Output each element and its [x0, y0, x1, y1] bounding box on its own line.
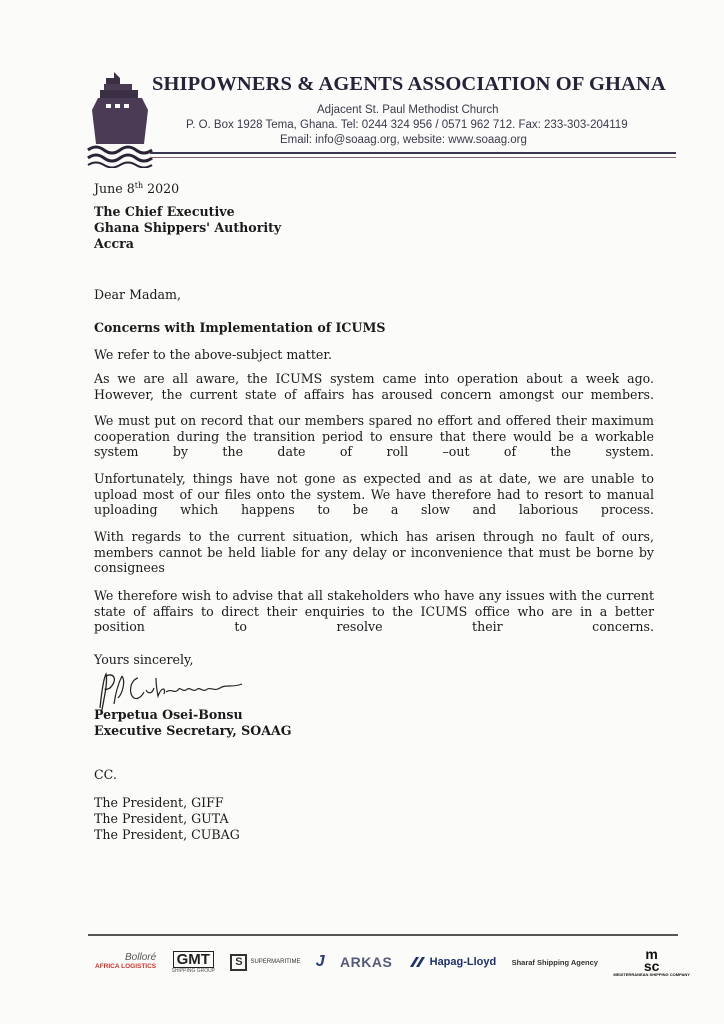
body-paragraph-2: As we are all aware, the ICUMS system came into operation about a week ago. However, the current state of affairs has aroused concern amongst our members.: [94, 371, 654, 402]
arkas-logo: ARKAS: [340, 954, 393, 970]
member-logos-strip: [95, 942, 690, 982]
recipient-line-3: Accra: [94, 236, 134, 251]
cc-item: The President, GIFF: [94, 795, 224, 810]
signatory-title: Executive Secretary, SOAAG: [94, 723, 292, 738]
address-line-3: Email: info@soaag.org, website: www.soaag.org: [280, 134, 527, 146]
gmt-logo: GMT SHIPPING GROUP: [171, 950, 216, 974]
hapag-lloyd-logo: Hapag-Lloyd: [408, 956, 497, 968]
header-divider: [150, 152, 676, 154]
body-paragraph-3: We must put on record that our members spared no effort and offered their maximum cooperation during the transition period to ensure that there would be a workable system by the date of roll –out of the system.: [94, 413, 654, 459]
signatory-name: Perpetua Osei-Bonsu: [94, 707, 243, 722]
body-paragraph-4: Unfortunately, things have not gone as expected and as at date, we are unable to upload most of our files onto the system. We have therefore had to resort to manual uploading which happens to be a slow and laborious process.: [94, 471, 654, 517]
salutation: Dear Madam,: [94, 287, 182, 302]
footer-divider: [88, 934, 678, 936]
closing: Yours sincerely,: [94, 652, 194, 667]
org-name: SHIPOWNERS & AGENTS ASSOCIATION OF GHANA: [152, 73, 666, 95]
subject-line: Concerns with Implementation of ICUMS: [94, 320, 386, 335]
recipient-line-1: The Chief Executive: [94, 204, 235, 219]
sharaf-logo: Sharaf Shipping Agency: [511, 957, 598, 967]
header-divider-thin: [150, 157, 676, 158]
recipient-line-2: Ghana Shippers' Authority: [94, 220, 282, 235]
body-paragraph-5: With regards to the current situation, which has arisen through no fault of ours, members cannot be held liable for any delay or inconvenience that must be borne by consignees: [94, 529, 654, 575]
js-logo: J: [315, 953, 325, 970]
msc-logo: m sc MEDITERRANEAN SHIPPING COMPANY: [613, 945, 690, 977]
supermaritime-logo: S SUPERMARITIME: [230, 954, 300, 971]
hapag-lloyd-icon: [408, 956, 426, 968]
letter-date: June 8th 2020: [94, 181, 180, 197]
body-paragraph-6: We therefore wish to advise that all stakeholders who have any issues with the current state of affairs to direct their enquiries to the ICUMS office who are in a better position to resolve their concerns.: [94, 588, 654, 634]
address-line-1: Adjacent St. Paul Methodist Church: [317, 104, 499, 116]
cc-item: The President, GUTA: [94, 811, 229, 826]
address-line-2: P. O. Box 1928 Tema, Ghana. Tel: 0244 324 956 / 0571 962 712. Fax: 233-303-204119: [186, 119, 628, 131]
cc-item: The President, CUBAG: [94, 827, 240, 842]
cc-label: CC.: [94, 767, 117, 782]
bollore-logo: Bolloré AFRICA LOGISTICS: [95, 952, 157, 970]
ship-logo-icon: [84, 70, 158, 168]
body-paragraph-1: We refer to the above-subject matter.: [94, 347, 333, 362]
